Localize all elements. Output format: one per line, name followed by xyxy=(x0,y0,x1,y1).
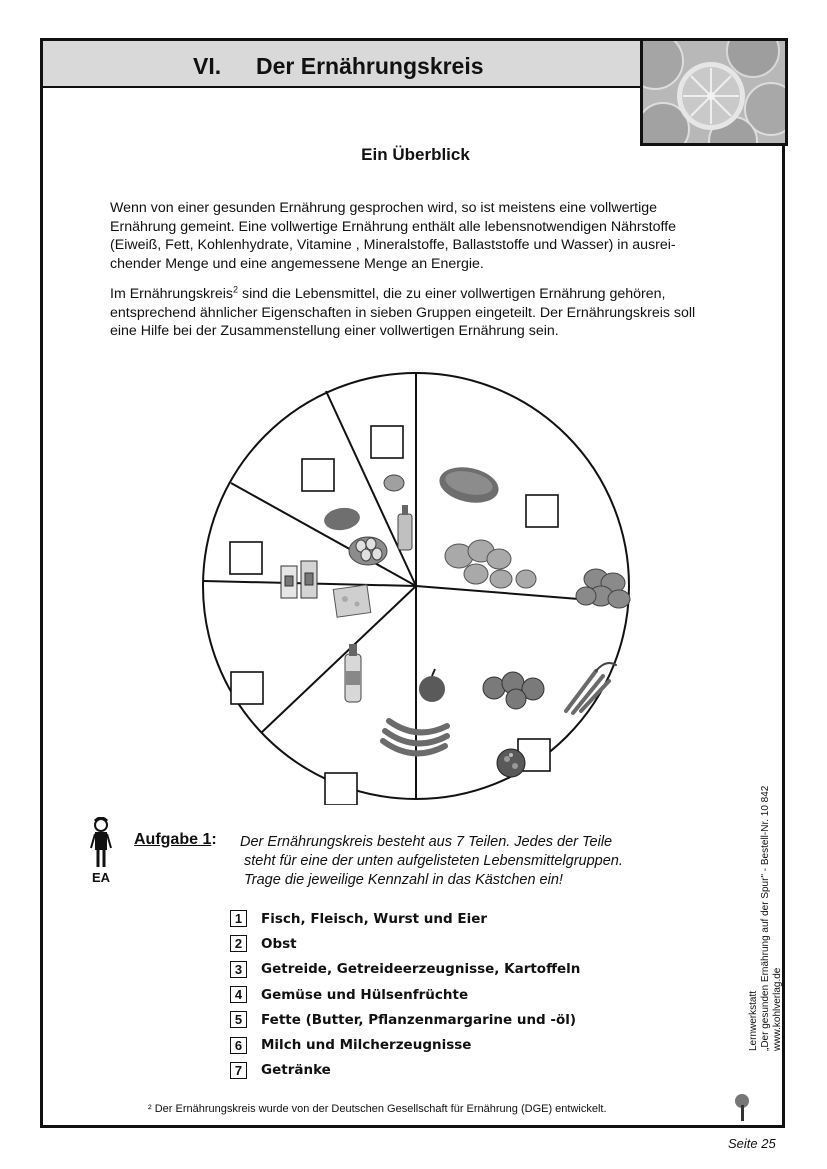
nutrition-wheel xyxy=(201,371,635,805)
wheel-paragraph: Im Ernährungskreis$^2$ sind die Lebensmittel, die zu einer vollwertigen Ernährung gehören, entsprechend ähnlicher Eigenschaften in sieben Gruppen eingeteilt. Der Ernährungskreis soll eine Hilfe bei der Zusammenstellung einer vollwertigen Ernährung sein. xyxy=(110,284,696,340)
chapter-number: VI. xyxy=(193,53,222,79)
list-item xyxy=(230,906,580,931)
group-number: 3 xyxy=(230,961,247,978)
sidebar-line-2: „Der gesunden Ernährung auf der Spur" - Bestell-Nr. 10 842 xyxy=(760,785,771,1051)
answer-box-6 xyxy=(325,773,357,805)
group-label: Obst xyxy=(261,935,297,952)
publisher-sidebar xyxy=(748,786,784,1051)
group-number: 7 xyxy=(230,1062,247,1079)
group-label: Milch und Milcherzeugnisse xyxy=(261,1037,472,1054)
section-subtitle: Ein Überblick xyxy=(361,145,470,164)
answer-box-1 xyxy=(371,426,403,458)
group-label: Gemüse und Hülsenfrüchte xyxy=(261,986,469,1003)
footnote: ² Der Ernährungskreis wurde von der Deutschen Gesellschaft für Ernährung (DGE) entwickelt. xyxy=(148,1103,607,1115)
task-level-label: EA xyxy=(92,870,111,885)
page-number: Seite 25 xyxy=(728,1136,776,1151)
publisher-logo-icon xyxy=(733,1091,755,1125)
chapter-header xyxy=(43,41,640,88)
answer-box-4 xyxy=(526,495,558,527)
list-item xyxy=(230,931,580,956)
chapter-title: Der Ernährungskreis xyxy=(256,53,484,79)
oranges-photo xyxy=(640,38,788,146)
group-number: 5 xyxy=(230,1011,247,1028)
group-number: 4 xyxy=(230,986,247,1003)
eggs-icon xyxy=(349,537,387,565)
task-instructions: Der Ernährungskreis besteht aus 7 Teilen. Jedes der Teile steht für eine der unten aufgelisteten Lebensmittelgruppen. Trage die jeweilige Kennzahl in das Kästchen ein! xyxy=(240,834,623,888)
legumes-icon xyxy=(497,749,525,777)
answer-box-2 xyxy=(302,459,334,491)
group-label: Fette (Butter, Pflanzenmargarine und -öl) xyxy=(261,1011,577,1028)
answer-box-5 xyxy=(231,672,263,704)
group-label: Getränke xyxy=(261,1062,331,1079)
sidebar-line-3: www.kohlverlag.de xyxy=(772,967,783,1051)
food-group-list xyxy=(230,906,580,1083)
answer-box-3 xyxy=(230,542,262,574)
list-item xyxy=(230,1032,580,1057)
group-number: 1 xyxy=(230,910,247,927)
list-item xyxy=(230,982,580,1007)
cheese-icon xyxy=(333,585,371,617)
list-item xyxy=(230,1007,580,1032)
page-frame xyxy=(40,38,785,1128)
sidebar-line-1: Lernwerkstatt xyxy=(748,990,759,1051)
group-label: Getreide, Getreideerzeugnisse, Kartoffeln xyxy=(261,961,581,978)
group-label: Fisch, Fleisch, Wurst und Eier xyxy=(261,910,488,927)
butter-icon xyxy=(384,475,404,491)
task-label: Aufgabe 1: xyxy=(134,831,217,848)
group-number: 2 xyxy=(230,935,247,952)
list-item xyxy=(230,1058,580,1083)
list-item xyxy=(230,957,580,982)
intro-paragraph: Wenn von einer gesunden Ernährung gesprochen wird, so ist meistens eine vollwertige Ernährung gemeint. Eine vollwertige Ernährung enthält alle lebensnotwendigen Nährstoffe (Eiweiß, Fett, Kohlenhydrate, Vitamine , Mineralstoffe, Ballaststoffe und Wasser) in ausrei- chender Menge und eine angemessene Menge an Energie. xyxy=(110,200,677,272)
person-icon xyxy=(89,817,113,869)
group-number: 6 xyxy=(230,1037,247,1054)
